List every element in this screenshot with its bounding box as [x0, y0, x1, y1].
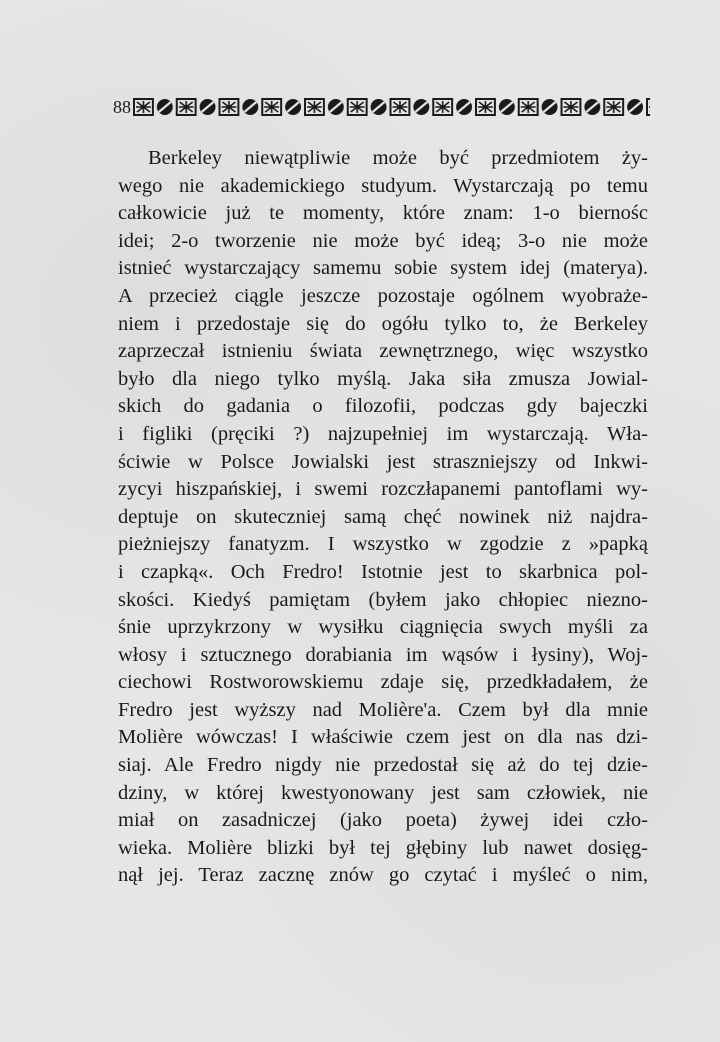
text-line: deptuje on skuteczniej samą chęć nowinek niż najdra- — [118, 505, 648, 528]
page-number: 88 — [113, 97, 131, 117]
text-line: Berkeley niewątpliwie może być przedmiotem ży- — [148, 147, 648, 169]
text-line: A przecież ciągle jeszcze pozostaje ogólnem wyobraże- — [118, 284, 648, 307]
text-line: było dla niego tylko myślą. Jaka siła zmusza Jowial- — [118, 367, 648, 390]
text-line: skich do gadania o filozofii, podczas gdy bajeczki — [118, 395, 648, 418]
text-line: zycyi hiszpańskiej, i swemi rozczłapanemi pantoflami wy- — [118, 478, 648, 501]
text-line: pieżniejszy fanatyzm. I wszystko w zgodzie z »papką — [118, 533, 648, 556]
decorative-border-icon — [133, 97, 650, 117]
text-line: i figliki (pręciki ?) najzupełniej im wystarczają. Wła- — [118, 422, 648, 445]
text-line: i czapką«. Och Fredro! Istotnie jest to skarbnica pol- — [118, 560, 648, 583]
text-line: wego nie akademickiego studyum. Wystarczają po temu — [118, 174, 648, 197]
text-line: ciechowi Rostworowskiemu zdaje się, przedkładałem, że — [118, 671, 648, 694]
text-line: skości. Kiedyś pamiętam (byłem jako chłopiec niezno- — [118, 588, 648, 611]
text-line: włosy i sztucznego dorabiania im wąsów i łysiny), Woj- — [118, 643, 648, 666]
text-line: nął jej. Teraz zacznę znów go czytać i myśleć o nim, — [118, 864, 648, 887]
text-line: całkowicie już te momenty, które znam: 1-o biernośc — [118, 202, 648, 225]
text-line: miał on zasadniczej (jako poeta) żywej idei czło- — [118, 809, 648, 832]
text-line: niem i przedostaje się do ogółu tylko to, że Berkeley — [118, 312, 648, 335]
text-line: wieka. Molière blizki był tej głębiny lub nawet dosięg- — [118, 836, 648, 859]
text-line: zaprzeczał istnieniu świata zewnętrznego, więc wszystko — [118, 340, 648, 363]
text-line: ściwie w Polsce Jowialski jest straszniejszy od Inkwi- — [118, 450, 648, 473]
page-header — [113, 94, 650, 120]
text-line: Molière wówczas! I właściwie czem jest on dla nas dzi- — [118, 726, 648, 749]
text-line: śnie uprzykrzony w wysiłku ciągnięcia swych myśli za — [118, 616, 648, 639]
text-line: dziny, w której kwestyonowany jest sam człowiek, nie — [118, 781, 648, 804]
text-line: Fredro jest wyższy nad Molière'a. Czem był dla mnie — [118, 698, 648, 721]
text-line: istnieć wystarczający samemu sobie system idej (materya). — [118, 257, 648, 280]
text-line: siaj. Ale Fredro nigdy nie przedostał się aż do tej dzie- — [118, 754, 648, 777]
body-text — [118, 145, 648, 890]
text-line: idei; 2-o tworzenie nie może być ideą; 3-o nie może — [118, 229, 648, 252]
